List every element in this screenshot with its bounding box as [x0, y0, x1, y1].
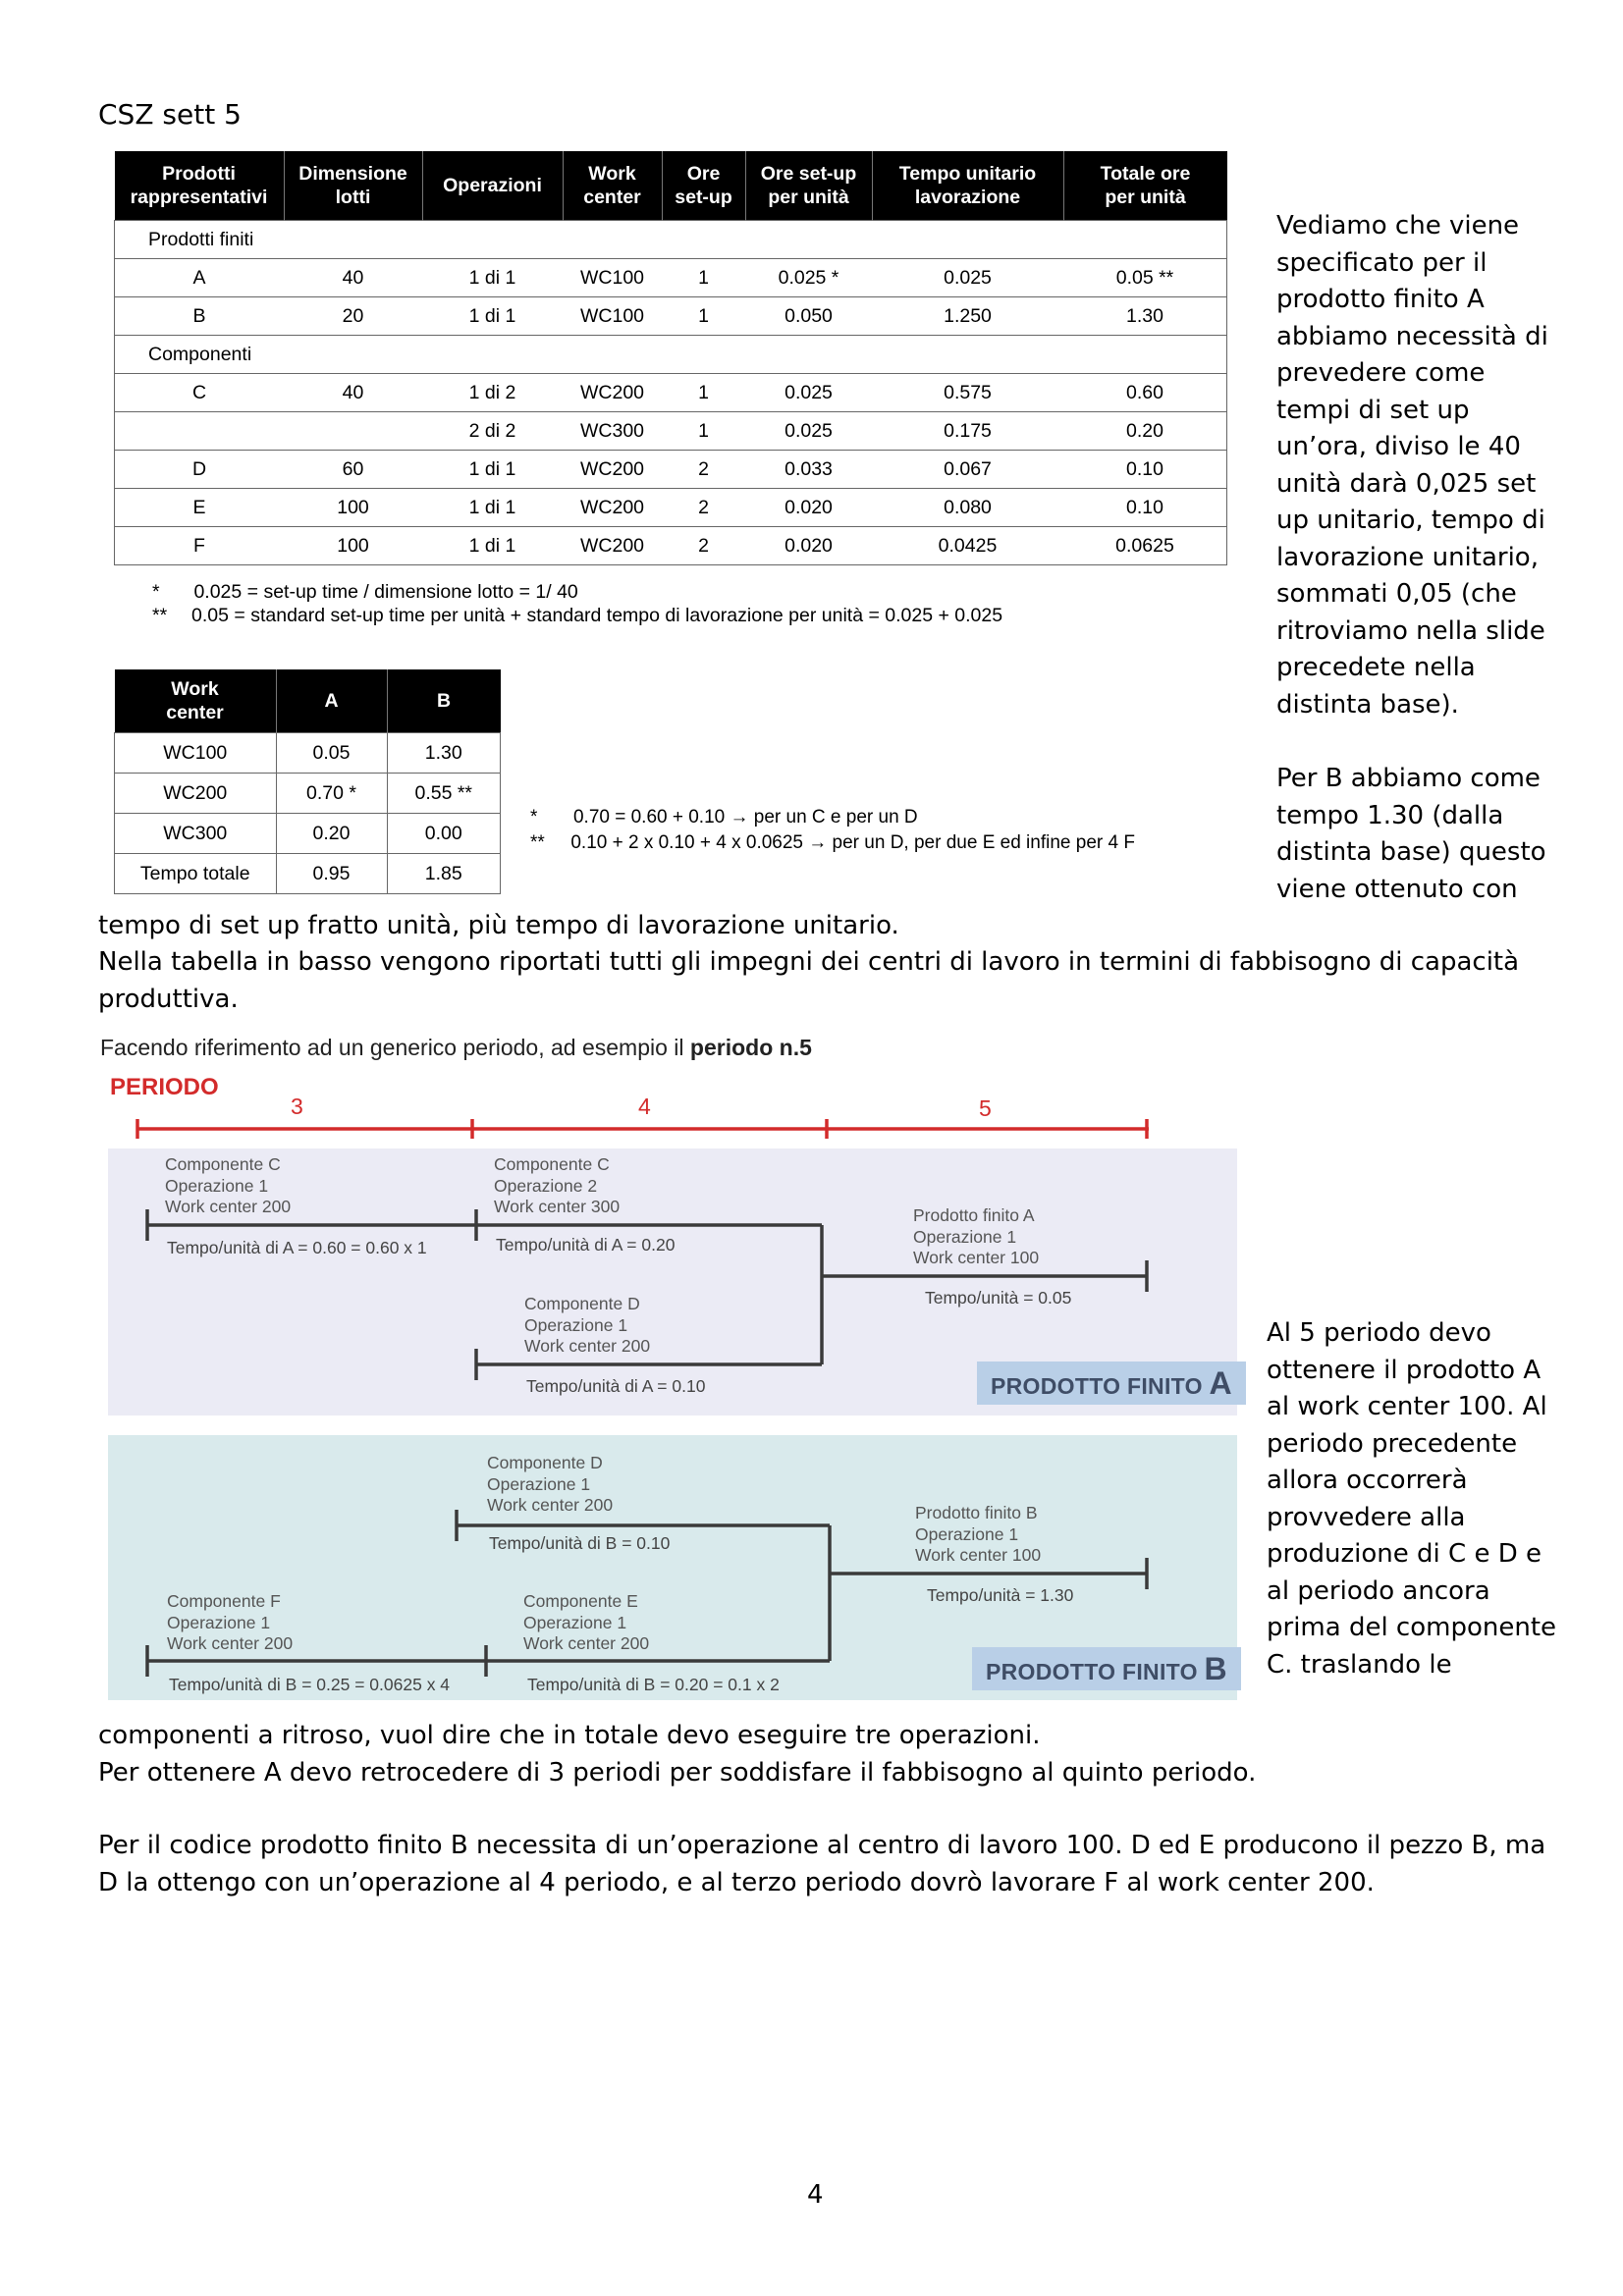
header-cell: Ore set-up: [662, 151, 745, 221]
table-cell: 1: [662, 259, 745, 297]
header-cell: Work center: [563, 151, 662, 221]
header-cell: Totale ore per unità: [1063, 151, 1227, 221]
footnote-mark: *: [152, 581, 160, 603]
table-cell: [115, 412, 285, 451]
table-cell: 2 di 2: [422, 412, 563, 451]
table-cell: 0.025: [872, 259, 1063, 297]
header-cell: Operazioni: [422, 151, 563, 221]
table-cell: E: [115, 489, 285, 527]
badge-product-b: [972, 1647, 1241, 1690]
table-cell: 100: [284, 489, 422, 527]
table-cell: B: [115, 297, 285, 336]
table-cell: 1: [662, 374, 745, 412]
table-cell: 0.020: [745, 489, 872, 527]
panel-a-comp-c-op2-tempo: Tempo/unità di A = 0.20: [496, 1235, 676, 1255]
panel-a-final-product: [913, 1205, 1039, 1269]
panel-b-comp-f: [167, 1591, 293, 1655]
header-cell: A: [276, 669, 387, 733]
diag-line: Operazione 1: [487, 1473, 591, 1494]
table-row: [115, 374, 1227, 412]
table-row: [115, 451, 1227, 489]
table-cell: 0.0625: [1063, 527, 1227, 565]
diagram-intro-text: Facendo riferimento ad un generico periodo, ad esempio il: [100, 1035, 690, 1060]
table-cell: 0.95: [276, 854, 387, 894]
panel-a-comp-d-tempo: Tempo/unità di A = 0.10: [526, 1376, 706, 1396]
diag-line: Operazione 1: [523, 1612, 627, 1632]
table-cell: WC200: [115, 774, 277, 814]
period-label: PERIODO: [110, 1074, 219, 1100]
paragraph-1: tempo di set up fratto unità, più tempo di lavorazione unitario.: [98, 911, 899, 940]
table-cell: 1.30: [1063, 297, 1227, 336]
diag-line: Componente C: [494, 1154, 610, 1174]
diagram-intro-bold: periodo n.5: [689, 1035, 812, 1060]
page-number: 4: [807, 2180, 824, 2210]
panel-a-comp-c-op1: [165, 1154, 291, 1218]
diag-line: Operazione 2: [494, 1175, 598, 1196]
period-number-3: 3: [291, 1094, 303, 1119]
paragraph-5: Per il codice prodotto finito B necessita di un’operazione al centro di lavoro 100. D ed E producono il pezzo B, ma D la ottengo con un’operazione al 4 periodo, e al terzo periodo dovrò lavorare F al work center 200.: [98, 1831, 1546, 1897]
table-cell: 1 di 1: [422, 527, 563, 565]
diag-line: Work center 200: [487, 1495, 614, 1515]
panel-a-comp-d: [524, 1294, 650, 1358]
table-row: [115, 733, 501, 774]
panel-b-comp-f-tempo: Tempo/unità di B = 0.25 = 0.0625 x 4: [169, 1675, 451, 1694]
panel-b-comp-e: [523, 1591, 649, 1655]
table-row: [115, 774, 501, 814]
work-center-table: [114, 669, 501, 894]
wc-note-1: [530, 807, 918, 828]
diag-line: Work center 200: [167, 1633, 294, 1653]
table-cell: 1 di 1: [422, 259, 563, 297]
table-group-row: [115, 336, 1227, 374]
page-heading: CSZ sett 5: [98, 98, 242, 131]
note-text: 0.10 + 2 x 0.10 + 4 x 0.0625 → per un D, per due E ed infine per 4 F: [570, 832, 1135, 853]
footnote-1: [152, 581, 578, 604]
diag-line: Componente D: [487, 1453, 603, 1472]
panel-b-comp-e-tempo: Tempo/unità di B = 0.20 = 0.1 x 2: [527, 1675, 780, 1694]
panel-b-final-tempo: Tempo/unità = 1.30: [927, 1585, 1074, 1605]
table-cell: 40: [284, 374, 422, 412]
table-cell: 0.05: [276, 733, 387, 774]
table-cell: WC100: [115, 733, 277, 774]
table-cell: 1 di 1: [422, 489, 563, 527]
table-cell: 1 di 1: [422, 297, 563, 336]
table-cell: 20: [284, 297, 422, 336]
badge-letter: A: [1209, 1365, 1232, 1401]
table-cell: 0.05 **: [1063, 259, 1227, 297]
table-cell: C: [115, 374, 285, 412]
diagram-intro: [100, 1035, 812, 1061]
table-row: [115, 297, 1227, 336]
table-row: [115, 854, 501, 894]
table-cell: WC100: [563, 259, 662, 297]
table-cell: 0.00: [387, 814, 501, 854]
table-cell: WC300: [115, 814, 277, 854]
panel-b-final-product: [915, 1503, 1041, 1567]
diag-line: Operazione 1: [524, 1314, 628, 1335]
table-group-row: [115, 221, 1227, 259]
note-text: 0.70 = 0.60 + 0.10 → per un C e per un D: [572, 807, 918, 828]
table-cell: 1.85: [387, 854, 501, 894]
table-cell: WC100: [563, 297, 662, 336]
table-cell: 1 di 1: [422, 451, 563, 489]
table-cell: 1: [662, 412, 745, 451]
table-cell: 1.30: [387, 733, 501, 774]
table-cell: 0.080: [872, 489, 1063, 527]
paragraph-4: Per ottenere A devo retrocedere di 3 periodi per soddisfare il fabbisogno al quinto periodo.: [98, 1758, 1257, 1788]
diag-line: Operazione 1: [165, 1175, 269, 1196]
footnote-text: 0.05 = standard set-up time per unità + standard tempo di lavorazione per unità = 0.025 + 0.025: [191, 605, 1003, 626]
period-number-5: 5: [979, 1095, 992, 1121]
table-cell: 1 di 2: [422, 374, 563, 412]
table-cell: 0.20: [1063, 412, 1227, 451]
header-cell: Ore set-up per unità: [745, 151, 872, 221]
footnote-2: [152, 605, 1002, 627]
badge-text: PRODOTTO FINITO: [986, 1659, 1205, 1684]
table-cell: D: [115, 451, 285, 489]
table-cell: 0.70 *: [276, 774, 387, 814]
table-cell: 0.025: [745, 412, 872, 451]
table-row: [115, 527, 1227, 565]
table-row: [115, 814, 501, 854]
table-cell: 1: [662, 297, 745, 336]
diag-line: Work center 200: [165, 1197, 292, 1216]
table-cell: 40: [284, 259, 422, 297]
header-cell: Tempo unitario lavorazione: [872, 151, 1063, 221]
table-group-label: Componenti: [115, 336, 1227, 374]
main-table: [114, 151, 1227, 565]
diag-line: Prodotto finito B: [915, 1503, 1038, 1522]
diag-line: Work center 200: [524, 1336, 651, 1356]
diag-line: Operazione 1: [913, 1226, 1017, 1247]
diag-line: Componente F: [167, 1591, 281, 1611]
table-cell: WC200: [563, 489, 662, 527]
table-cell: WC200: [563, 451, 662, 489]
table-cell: 1.250: [872, 297, 1063, 336]
table-cell: 0.050: [745, 297, 872, 336]
table-cell: 100: [284, 527, 422, 565]
table-cell: 0.067: [872, 451, 1063, 489]
footnote-mark: **: [152, 605, 168, 626]
table-row: [115, 259, 1227, 297]
period-number-4: 4: [638, 1094, 651, 1119]
panel-b-comp-d: [487, 1453, 613, 1517]
table-cell: WC200: [563, 374, 662, 412]
table-cell: 0.033: [745, 451, 872, 489]
header-cell: Prodotti rappresentativi: [115, 151, 285, 221]
panel-a-final-tempo: Tempo/unità = 0.05: [925, 1288, 1072, 1308]
table-cell: A: [115, 259, 285, 297]
table-cell: 0.10: [1063, 489, 1227, 527]
footnote-text: 0.025 = set-up time / dimensione lotto = 1/ 40: [193, 581, 578, 603]
table-row: [115, 412, 1227, 451]
table-group-label: Prodotti finiti: [115, 221, 1227, 259]
badge-text: PRODOTTO FINITO: [991, 1373, 1210, 1399]
table-row: [115, 489, 1227, 527]
table-cell: 0.020: [745, 527, 872, 565]
table-cell: 0.025 *: [745, 259, 872, 297]
diag-line: Work center 100: [913, 1248, 1040, 1267]
header-cell: B: [387, 669, 501, 733]
diag-line: Operazione 1: [915, 1523, 1019, 1544]
table-cell: 0.10: [1063, 451, 1227, 489]
diag-line: Work center 300: [494, 1197, 621, 1216]
paragraph-2: Nella tabella in basso vengono riportati tutti gli impegni dei centri di lavoro in termini di fabbisogno di capacità produttiva.: [98, 947, 1520, 1014]
badge-letter: B: [1204, 1651, 1227, 1686]
diag-line: Prodotto finito A: [913, 1205, 1035, 1225]
period-timeline: [128, 1114, 1159, 1144]
side-paragraph-2: Per B abbiamo come tempo 1.30 (dalla distinta base) questo viene ottenuto con: [1276, 764, 1546, 904]
diag-line: Work center 100: [915, 1545, 1042, 1565]
diag-line: Componente E: [523, 1591, 638, 1611]
table-cell: 0.60: [1063, 374, 1227, 412]
note-mark: *: [530, 807, 538, 828]
panel-a-comp-c-op2: [494, 1154, 620, 1218]
table-cell: [284, 412, 422, 451]
diag-line: Componente C: [165, 1154, 281, 1174]
main-table-header-row: [115, 151, 1227, 221]
table-cell: WC300: [563, 412, 662, 451]
table-cell: 2: [662, 527, 745, 565]
table-cell: 0.55 **: [387, 774, 501, 814]
table-cell: 0.175: [872, 412, 1063, 451]
paragraph-3: componenti a ritroso, vuol dire che in totale devo eseguire tre operazioni.: [98, 1721, 1041, 1750]
table-cell: WC200: [563, 527, 662, 565]
wc-table-header-row: [115, 669, 501, 733]
header-cell: Work center: [115, 669, 277, 733]
diag-line: Work center 200: [523, 1633, 650, 1653]
table-cell: 2: [662, 489, 745, 527]
badge-product-a: [977, 1362, 1246, 1405]
table-cell: 0.0425: [872, 527, 1063, 565]
table-cell: 0.20: [276, 814, 387, 854]
table-cell: 0.025: [745, 374, 872, 412]
table-cell: 60: [284, 451, 422, 489]
panel-a-comp-c-op1-tempo: Tempo/unità di A = 0.60 = 0.60 x 1: [167, 1238, 427, 1257]
table-cell: 2: [662, 451, 745, 489]
side-paragraph-3: Al 5 periodo devo ottenere il prodotto A al work center 100. Al periodo precedente allora occorrerà provvedere alla produzione di C e D e al periodo ancora prima del componente C. traslando le: [1267, 1318, 1557, 1680]
table-cell: F: [115, 527, 285, 565]
note-mark: **: [530, 832, 545, 853]
diag-line: Operazione 1: [167, 1612, 271, 1632]
panel-b-comp-d-tempo: Tempo/unità di B = 0.10: [489, 1533, 671, 1553]
wc-note-2: [530, 832, 1135, 854]
table-cell: 0.575: [872, 374, 1063, 412]
side-paragraph-1: Vediamo che viene specificato per il prodotto finito A abbiamo necessità di prevedere come tempi di set up un’ora, diviso le 40 unità darà 0,025 set up unitario, tempo di lavorazione unitario, sommati 0,05 (che ritroviamo nella slide precedete nella distinta base).: [1276, 211, 1548, 720]
table-cell: Tempo totale: [115, 854, 277, 894]
header-cell: Dimensione lotti: [284, 151, 422, 221]
diag-line: Componente D: [524, 1294, 640, 1313]
